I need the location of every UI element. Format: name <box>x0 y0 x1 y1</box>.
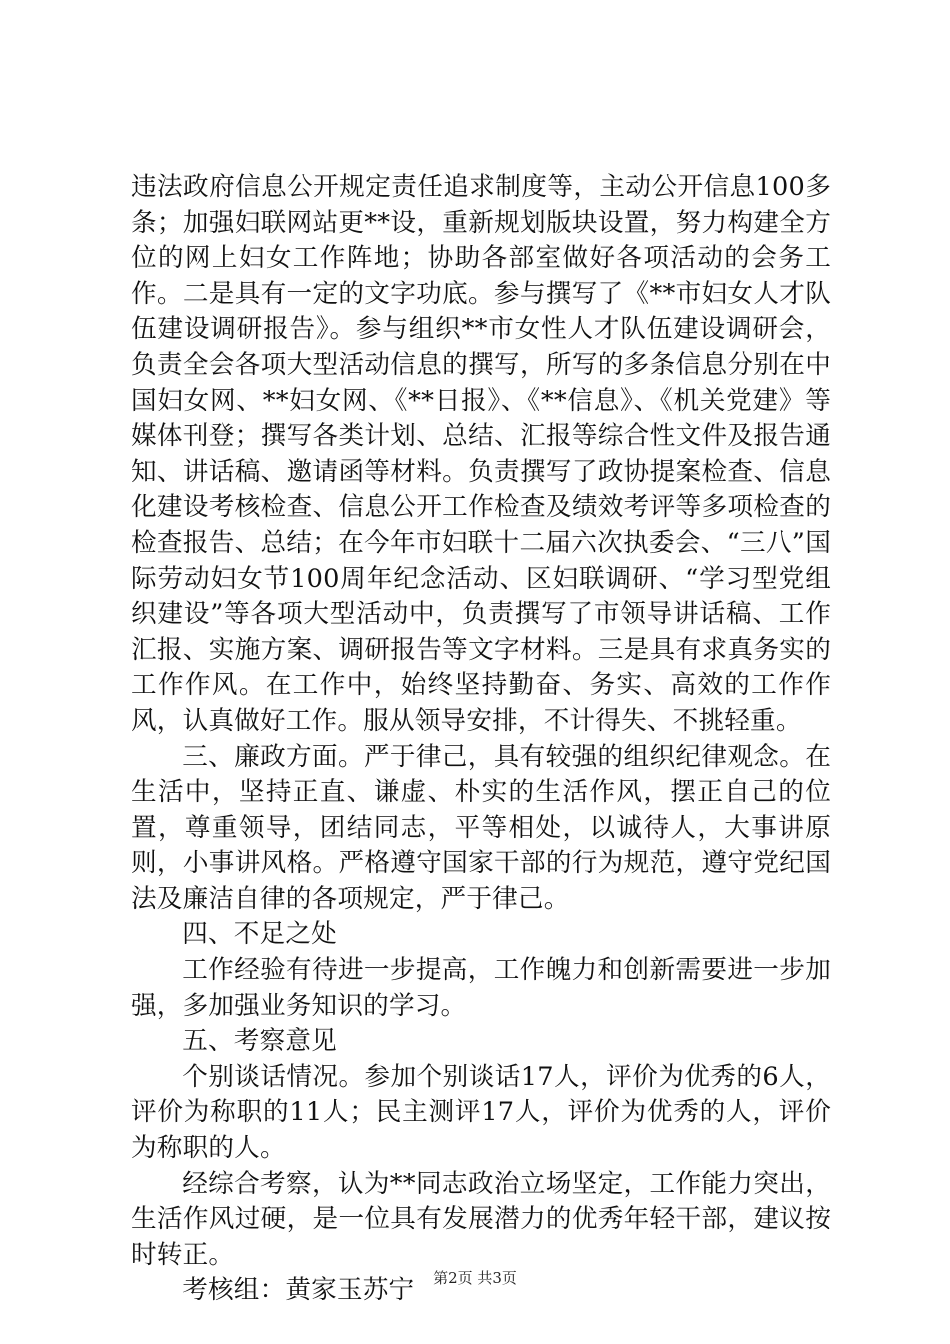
paragraph-conclusion: 经综合考察，认为**同志政治立场坚定，工作能力突出，生活作风过硬，是一位具有发展潜力的优秀年轻干部，建议按时转正。 <box>131 1168 831 1270</box>
paragraph-continued-work-report: 违法政府信息公开规定责任追求制度等，主动公开信息100多条；加强妇联网站更**设，重新规划版块设置，努力构建全方位的网上妇女工作阵地；协助各部室做好各项活动的会务工作。二是具有一定的文字功底。参与撰写了《**市妇女人才队伍建设调研报告》。参与组织**市女性人才队伍建设调研会，负责全会各项大型活动信息的撰写，所写的多条信息分别在中国妇女网、**妇女网、《**日报》、《**信息》、《机关党建》等媒体刊登；撰写各类计划、总结、汇报等综合性文件及报告通知、讲话稿、邀请函等材料。负责撰写了政协提案检查、信息化建设考核检查、信息公开工作检查及绩效考评等多项检查的检查报告、总结；在今年市妇联十二届六次执委会、“三八”国际劳动妇女节100周年纪念活动、区妇联调研、“学习型党组织建设”等各项大型活动中，负责撰写了市领导讲话稿、工作汇报、实施方案、调研报告等文字材料。三是具有求真务实的工作作风。在工作中，始终坚持勤奋、务实、高效的工作作风，认真做好工作。服从领导安排，不计得失、不挑轻重。 <box>131 172 831 736</box>
paragraph-integrity-section: 三、廉政方面。严于律己，具有较强的组织纪律观念。在生活中，坚持正直、谦虚、朴实的生活作风，摆正自己的位置，尊重领导，团结同志，平等相处，以诚待人，大事讲原则，小事讲风格。严格遵守国家干部的行为规范，遵守党纪国法及廉洁自律的各项规定，严于律己。 <box>131 741 831 914</box>
assessment-group-signature: 考核组：黄家玉苏宁 <box>182 1275 415 1306</box>
heading-evaluation-opinion: 五、考察意见 <box>182 1026 337 1057</box>
document-body <box>131 170 831 1309</box>
heading-shortcomings: 四、不足之处 <box>182 919 337 950</box>
paragraph-shortcomings: 工作经验有待进一步提高，工作魄力和创新需要进一步加强，多加强业务知识的学习。 <box>131 955 831 1021</box>
paragraph-interview-results: 个别谈话情况。参加个别谈话17人，评价为优秀的6人，评价为称职的11人；民主测评17人，评价为优秀的人，评价为称职的人。 <box>131 1061 831 1164</box>
page-footer: 第2页 共3页 <box>433 1269 517 1287</box>
